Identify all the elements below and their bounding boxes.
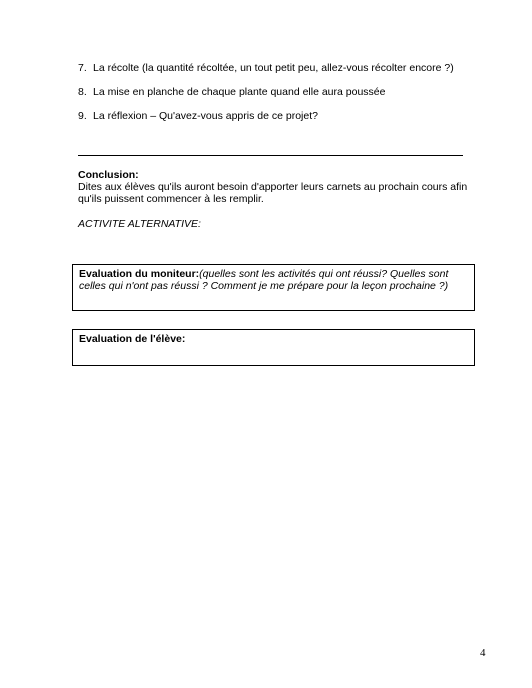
list-item — [78, 62, 478, 75]
list-item — [78, 86, 478, 99]
conclusion-heading: Conclusion: — [78, 169, 139, 181]
page-number: 4 — [480, 647, 486, 659]
student-evaluation-box — [72, 329, 475, 366]
student-evaluation-label: Evaluation de l'élève: — [79, 333, 186, 345]
list-number: 8. — [78, 86, 87, 98]
list-item — [78, 110, 478, 123]
list-number: 9. — [78, 110, 87, 122]
conclusion-section — [78, 169, 478, 205]
list-text: La mise en planche de chaque plante quand elle aura poussée — [93, 86, 386, 98]
alternative-activity-heading: ACTIVITE ALTERNATIVE: — [78, 218, 201, 230]
list-number: 7. — [78, 62, 87, 74]
conclusion-body: Dites aux élèves qu'ils auront besoin d'apporter leurs carnets au prochain cours afin qu'ils puissent commencer à les remplir. — [78, 181, 468, 205]
teacher-evaluation-label: Evaluation du moniteur: — [79, 268, 200, 280]
list-text: La réflexion – Qu'avez-vous appris de ce projet? — [93, 110, 318, 122]
activity-list — [78, 62, 478, 134]
teacher-evaluation-note: (quelles sont les activités qui ont réussi? Quelles sont celles qui n'ont pas réussi ? Comment je me prépare pour la leçon prochaine ?) — [79, 268, 449, 292]
teacher-evaluation-box — [72, 264, 475, 311]
section-divider — [78, 155, 463, 156]
list-text: La récolte (la quantité récoltée, un tout petit peu, allez-vous récolter encore ?) — [93, 62, 454, 74]
